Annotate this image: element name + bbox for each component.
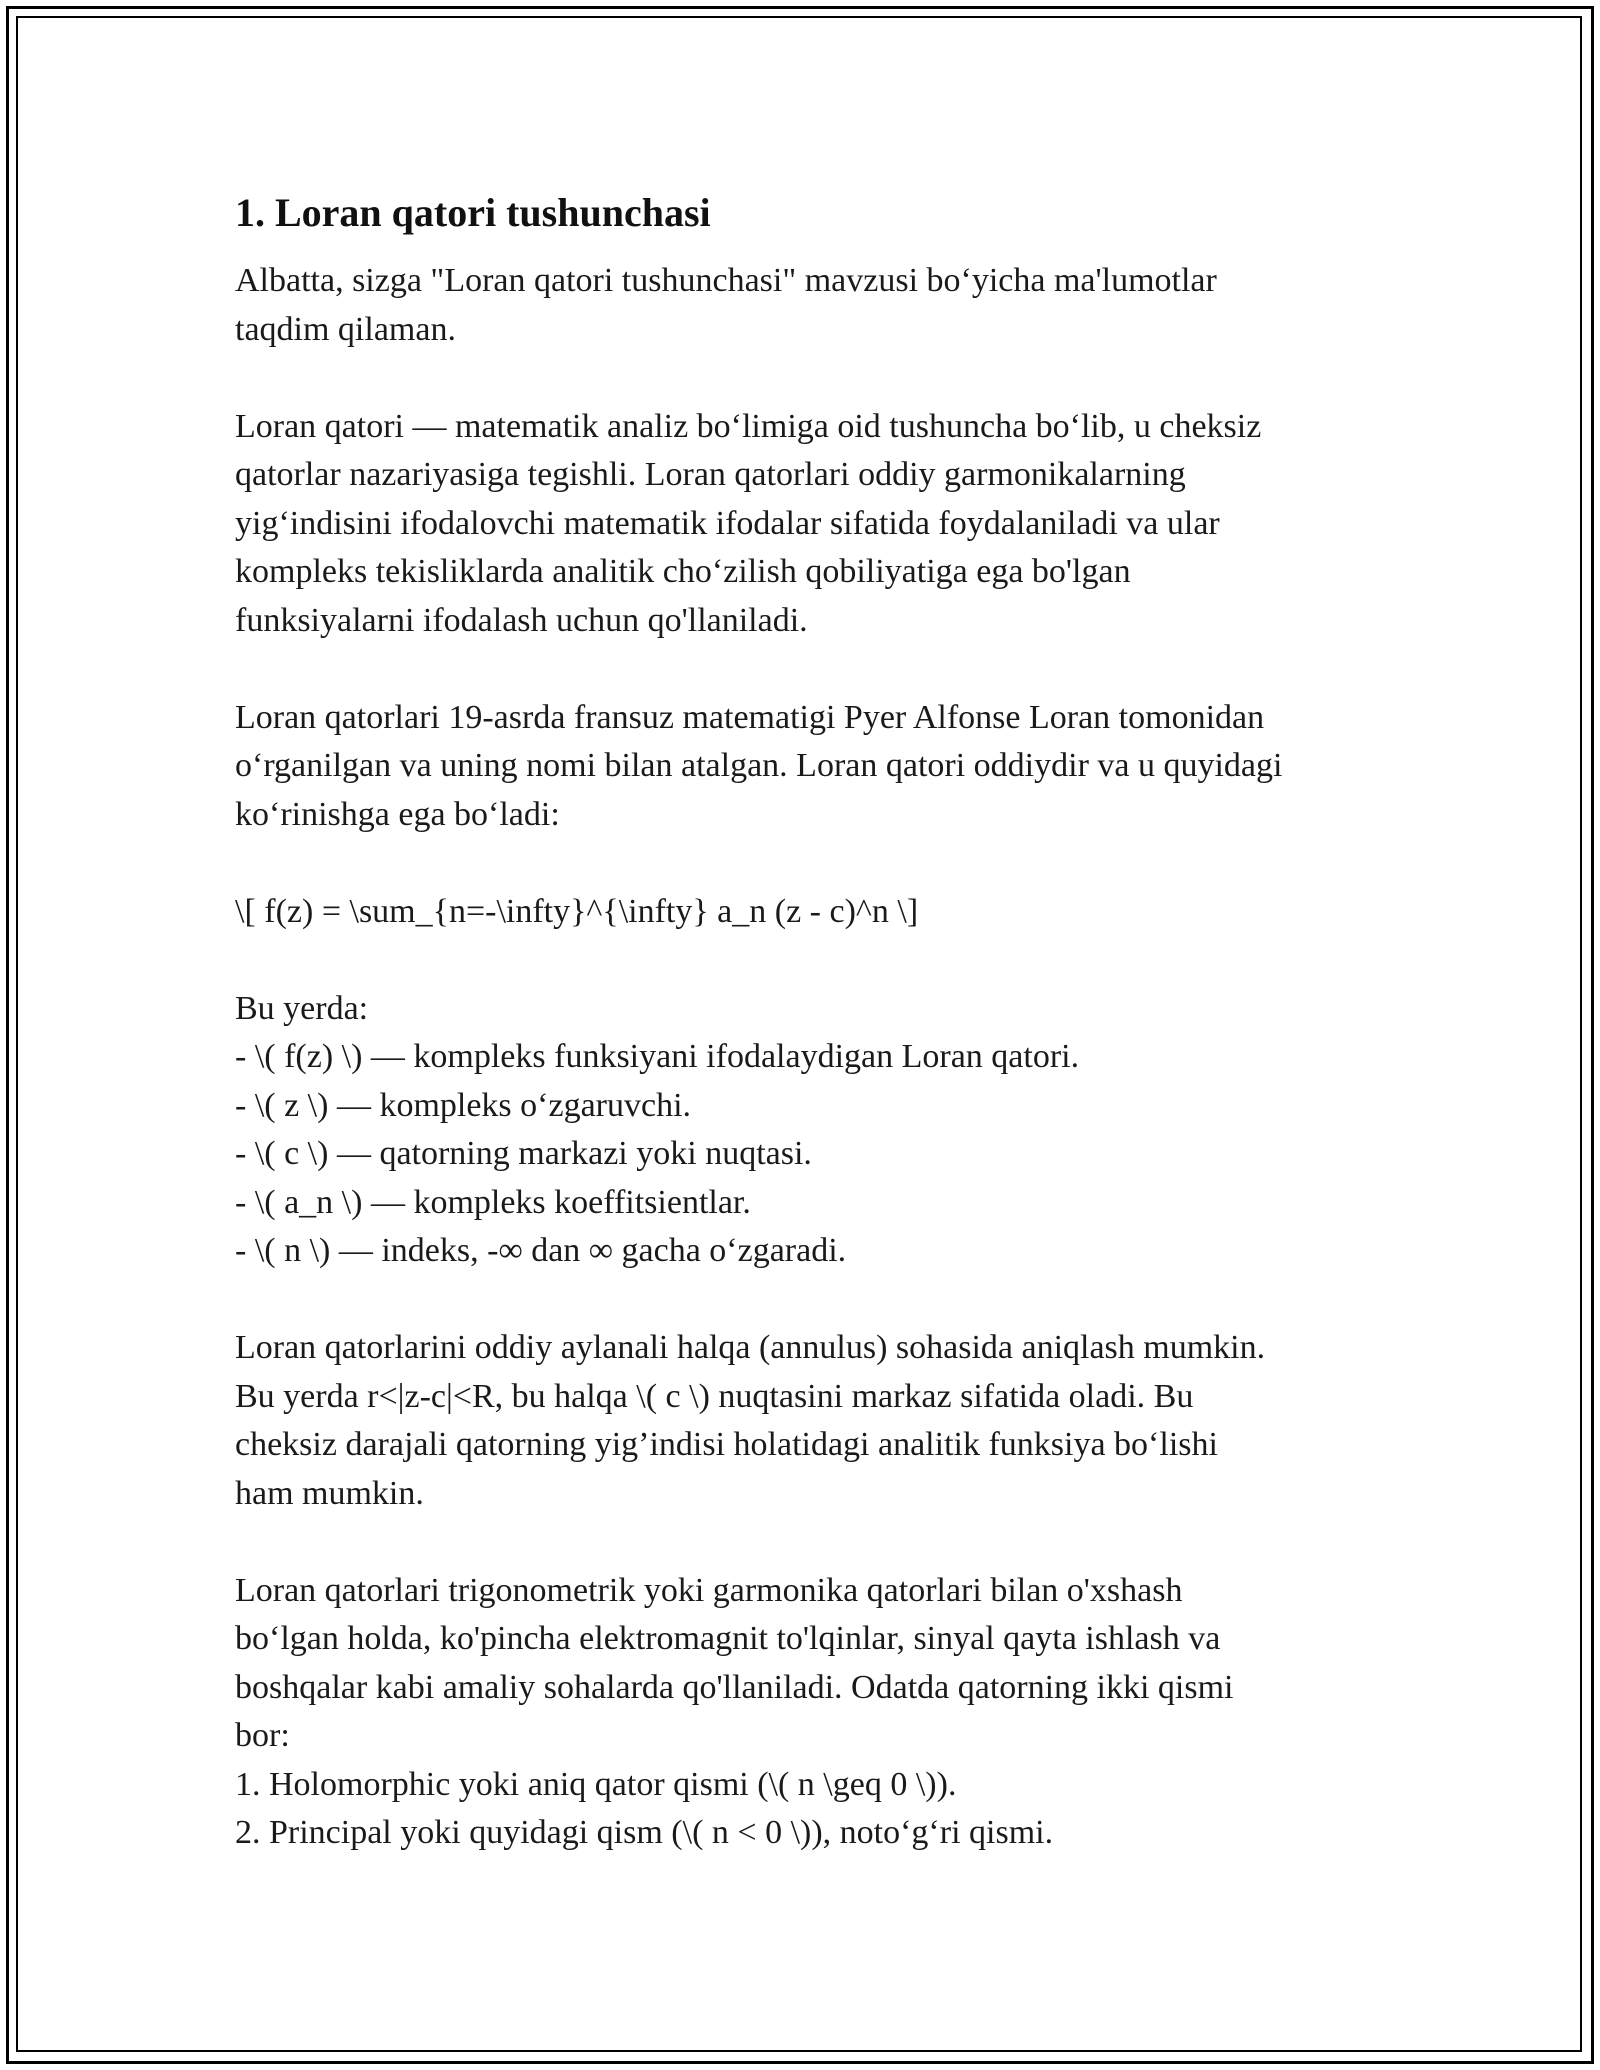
section-heading: 1. Loran qatori tushunchasi xyxy=(235,190,711,235)
text-line: kompleks tekisliklarda analitik cho‘zilish qobiliyatiga ega bo'lgan xyxy=(235,553,1131,590)
text-line: taqdim qilaman. xyxy=(235,310,456,348)
text-line: Bu yerda: xyxy=(235,989,369,1027)
list-item: - \( f(z) \) — kompleks funksiyani ifodalaydigan Loran qatori. xyxy=(235,1038,1080,1075)
formula-text: \[ f(z) = \sum_{n=-\infty}^{\infty} a_n (z - c)^n \] xyxy=(235,892,919,930)
text-line: yig‘indisini ifodalovchi matematik ifodalar sifatida foydalaniladi va ular xyxy=(235,504,1220,542)
paragraph-notation xyxy=(235,985,1385,1276)
text-line: o‘rganilgan va uning nomi bilan atalgan. Loran qatori oddiydir va u quyidagi xyxy=(235,747,1283,784)
paragraph-annulus xyxy=(235,1324,1385,1518)
text-line: bor: xyxy=(235,1717,290,1754)
text-line: bo‘lgan holda, ko'pincha elektromagnit to'lqinlar, sinyal qayta ishlash va xyxy=(235,1620,1221,1657)
text-line: Bu yerda r<|z-c|<R, bu halqa \( c \) nuqtasini markaz sifatida oladi. Bu xyxy=(235,1377,1194,1415)
text-line: Loran qatorlari trigonometrik yoki garmonika qatorlari bilan o'xshash xyxy=(235,1571,1183,1609)
list-item: - \( z \) — kompleks o‘zgaruvchi. xyxy=(235,1086,692,1124)
list-item: 2. Principal yoki quyidagi qism (\( n < 0 \)), noto‘g‘ri qismi. xyxy=(235,1814,1054,1851)
text-line: qatorlar nazariyasiga tegishli. Loran qatorlari oddiy garmonikalarning xyxy=(235,456,1186,493)
list-item: - \( n \) — indeks, -∞ dan ∞ gacha o‘zgaradi. xyxy=(235,1232,847,1269)
text-line: Loran qatori — matematik analiz bo‘limiga oid tushuncha bo‘lib, u cheksiz xyxy=(235,407,1262,445)
text-line: Loran qatorlarini oddiy aylanali halqa (annulus) sohasida aniqlash mumkin. xyxy=(235,1329,1266,1366)
list-item: - \( c \) — qatorning markazi yoki nuqtasi. xyxy=(235,1135,812,1172)
text-line: cheksiz darajali qatorning yig’indisi holatidagi analitik funksiya bo‘lishi xyxy=(235,1426,1218,1463)
text-line: Albatta, sizga "Loran qatori tushunchasi" mavzusi bo‘yicha ma'lumotlar xyxy=(235,262,1217,299)
text-line: ham mumkin. xyxy=(235,1474,424,1512)
paragraph-intro xyxy=(235,257,1385,354)
paragraph-applications xyxy=(235,1567,1385,1858)
text-line: ko‘rinishga ega bo‘ladi: xyxy=(235,795,560,833)
list-item: 1. Holomorphic yoki aniq qator qismi (\( n \geq 0 \)). xyxy=(235,1765,957,1803)
text-line: Loran qatorlari 19-asrda fransuz matematigi Pyer Alfonse Loran tomonidan xyxy=(235,698,1265,736)
paragraph-history xyxy=(235,694,1385,840)
text-line: funksiyalarni ifodalash uchun qo'llaniladi. xyxy=(235,601,808,639)
list-item: - \( a_n \) — kompleks koeffitsientlar. xyxy=(235,1183,751,1221)
formula-block xyxy=(235,888,1385,937)
text-line: boshqalar kabi amaliy sohalarda qo'llaniladi. Odatda qatorning ikki qismi xyxy=(235,1668,1234,1706)
document-body xyxy=(235,185,1385,1906)
paragraph-definition xyxy=(235,403,1385,646)
